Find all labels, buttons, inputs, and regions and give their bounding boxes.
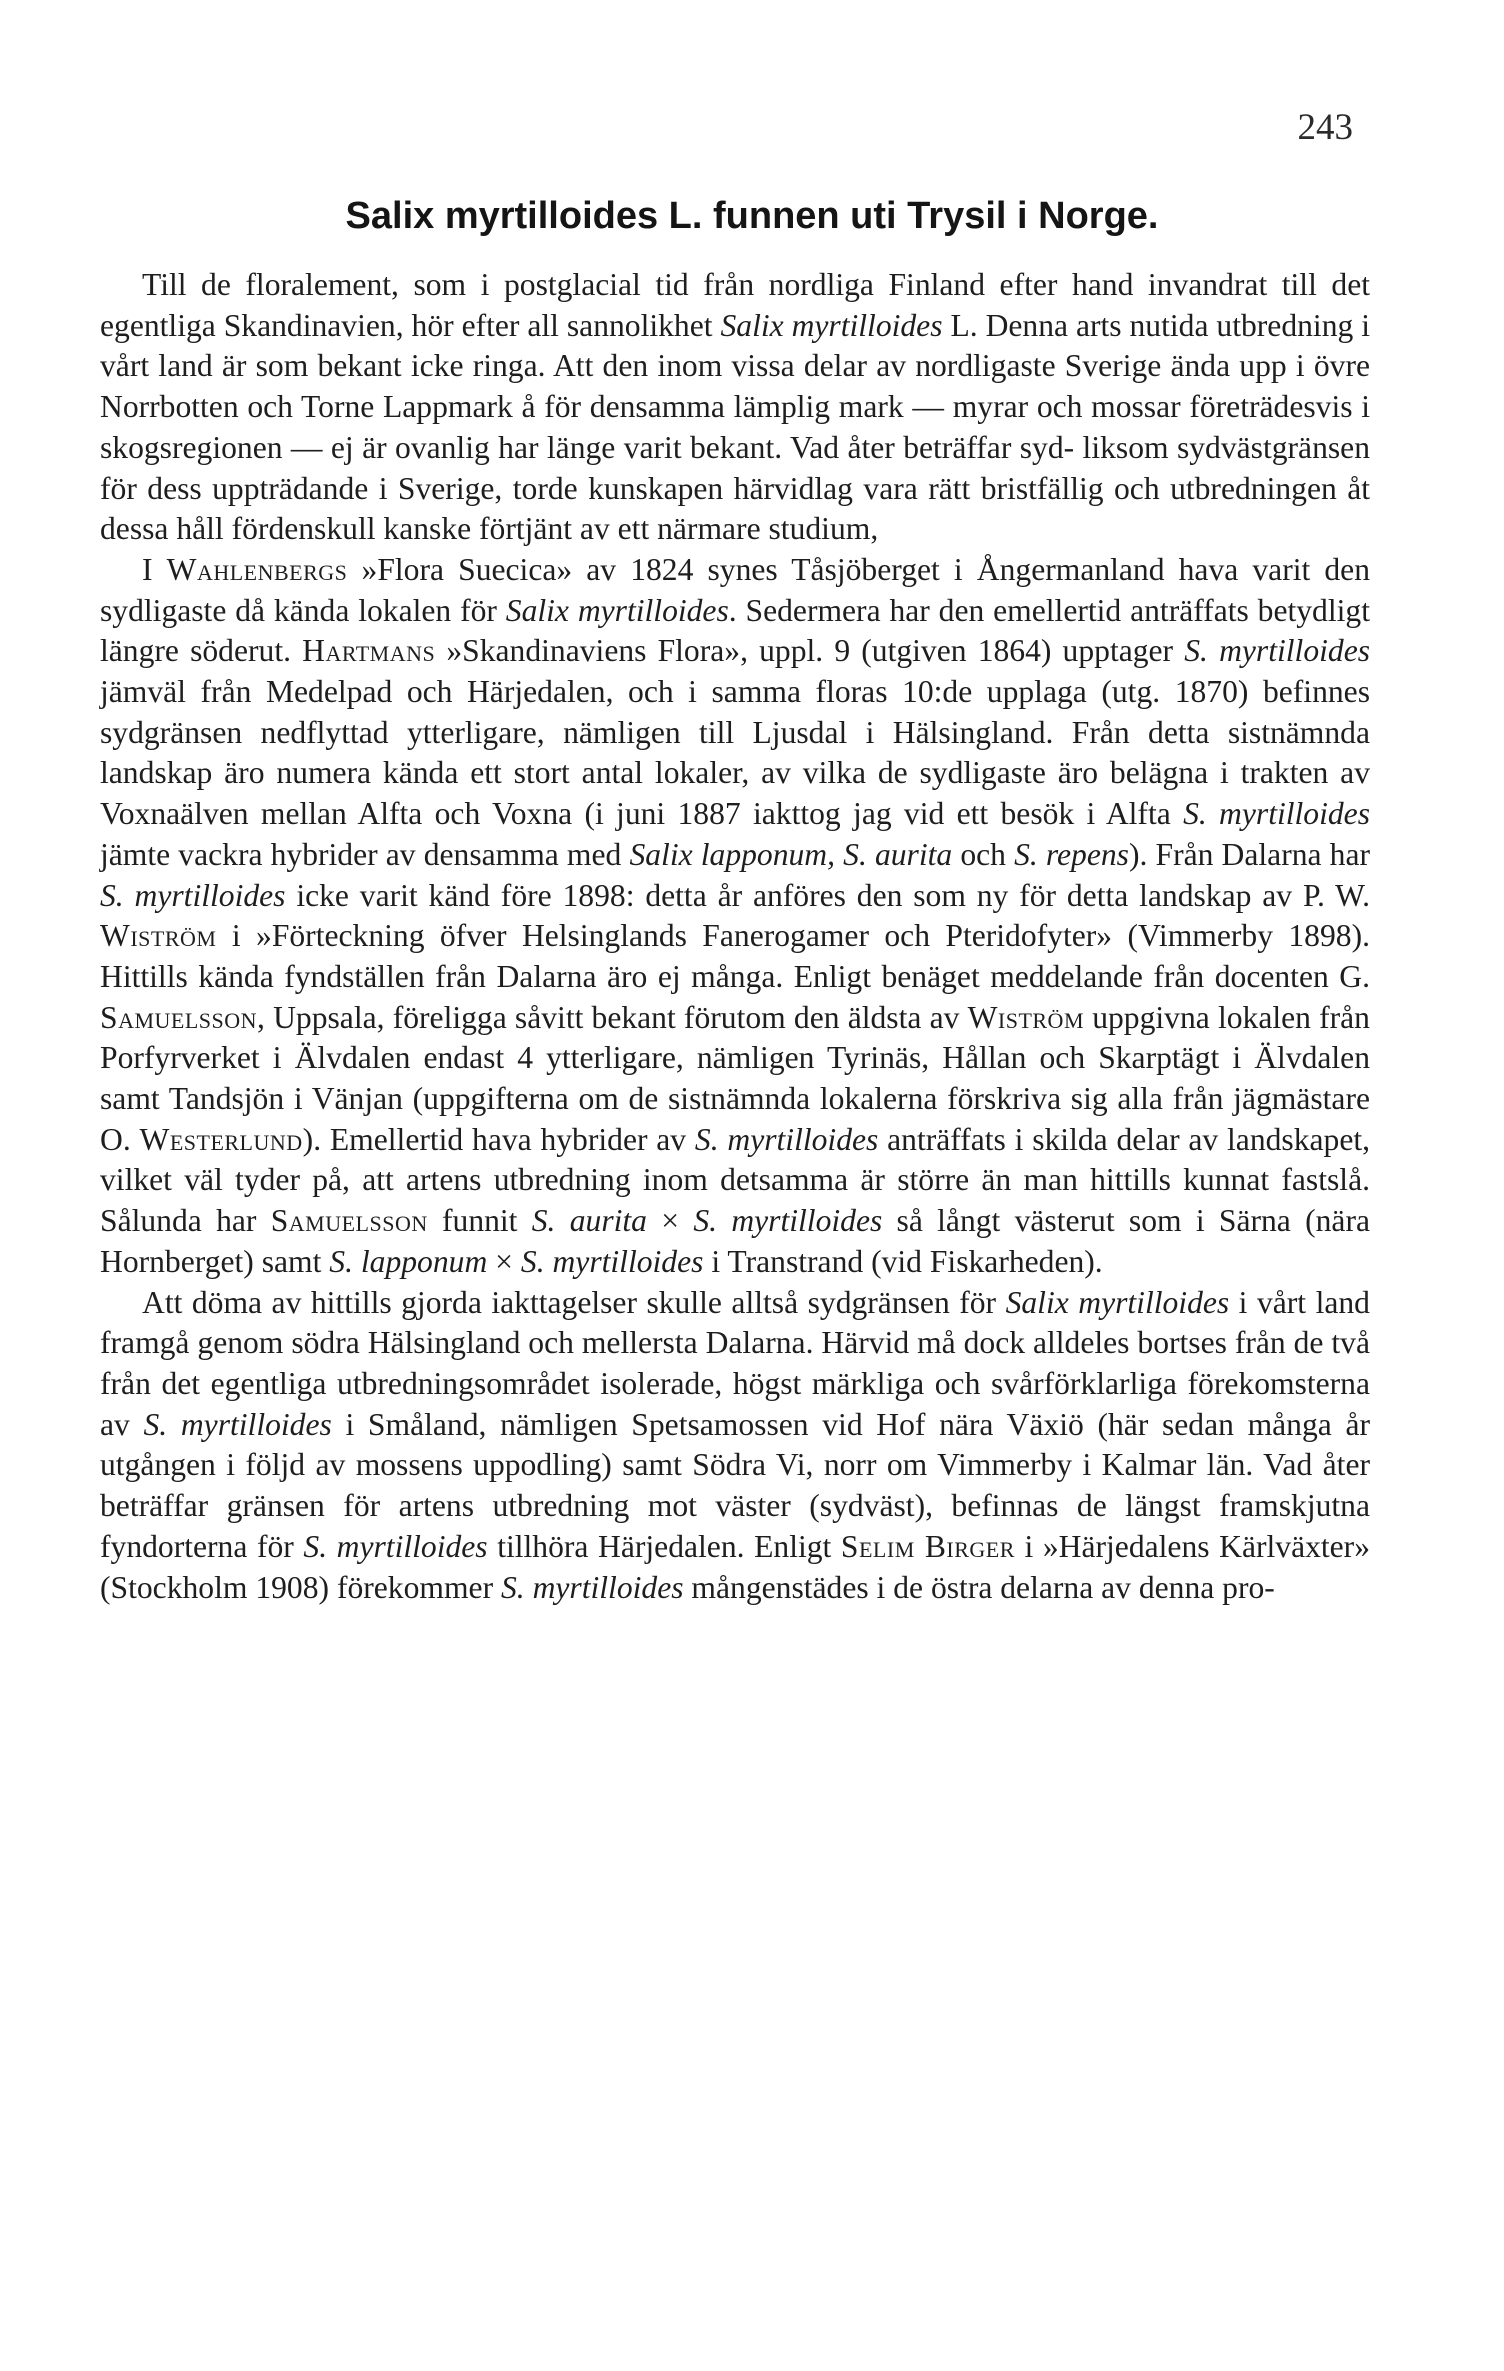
text-run: funnit	[427, 1203, 532, 1239]
italic-text: S. lapponum	[329, 1243, 488, 1279]
italic-text: S. myrtilloides	[143, 1406, 332, 1442]
article-body	[100, 265, 1370, 1608]
article-title: Salix myrtilloides L. funnen uti Trysil i Norge.	[345, 195, 1159, 237]
small-caps-name: Wiström	[967, 999, 1085, 1035]
italic-text: S. myrtilloides	[1183, 796, 1370, 832]
italic-text: S. repens	[1014, 836, 1129, 872]
small-caps-name: Wiström	[100, 918, 217, 954]
small-caps-name: Westerlund	[139, 1121, 303, 1157]
italic-text: Salix lapponum, S. aurita	[629, 836, 953, 872]
text-run: jämväl från Medelpad och Härjedalen, och i samma floras 10:de upplaga (utg. 1870) befinnes sydgränsen nedflyttad ytterligare, nämligen till Ljusdal i Hälsingland. Från detta sistnämnda landskap äro numera kända ett stort antal lokaler, av vilka de sydligaste äro belägna i trakten av Voxnaälven mellan Alfta och Voxna (i juni 1887 iakttog jag vid ett besök i Alfta	[100, 674, 1370, 832]
text-run: »Skandinaviens Flora», uppl. 9 (utgiven 1864) upptager	[435, 633, 1185, 669]
text-run: i vårt land framgå genom södra Hälsingland och mellersta Dalarna. Härvid må dock alldeles bortses från de två från det egentliga utbredningsområdet isolerade, högst märkliga och svårförklarliga förekomsterna av	[100, 1284, 1370, 1442]
small-caps-name: Samuelsson	[270, 1203, 428, 1239]
text-run: mångenstädes i de östra delarna av denna pro-	[683, 1569, 1275, 1605]
text-run: ). Från Dalarna har	[1128, 836, 1371, 872]
text-run: i »Förteckning öfver Helsinglands Fanerogamer och Pteridofyter» (Vimmerby 1898). Hittills kända fyndställen från Dalarna äro ej många. Enligt benäget meddelande från docenten G.	[100, 918, 1370, 994]
italic-text: S. myrtilloides	[1184, 633, 1371, 669]
italic-text: S. myrtilloides	[693, 1203, 883, 1239]
text-run: tillhöra Härjedalen. Enligt	[487, 1528, 841, 1564]
text-run: jämte vackra hybrider av densamma med	[100, 836, 630, 872]
text-run: uppgivna lokalen från Porfyrverket i Älvdalen endast 4 ytterligare, nämligen Tyrinäs, Hållan och Skarptägt i Älvdalen samt Tandsjön i Vänjan (uppgifterna om de sistnämnda lokalerna förskriva sig alla från jägmästare O.	[100, 999, 1370, 1157]
paragraph	[100, 265, 1370, 550]
italic-text: S. myrtilloides	[501, 1569, 684, 1605]
text-run: och	[952, 836, 1015, 872]
text-run: i »Härjedalens Kärlväxter» (Stockholm 1908) förekommer	[100, 1528, 1371, 1605]
text-run: ×	[646, 1203, 694, 1239]
paragraph	[100, 550, 1370, 1283]
small-caps-name: Hartmans	[302, 633, 436, 669]
small-caps-name: Selim Birger	[840, 1528, 1015, 1564]
paragraph	[100, 1283, 1370, 1609]
text-run: icke varit känd före 1898: detta år anföres den som ny för detta landskap av P. W.	[285, 877, 1370, 913]
small-caps-name: Samuelsson	[100, 999, 258, 1035]
page-number: 243	[1297, 107, 1353, 148]
text-run: ×	[487, 1243, 521, 1279]
italic-text: S. myrtilloides	[520, 1243, 704, 1279]
italic-text: Salix myrtilloides	[505, 592, 729, 628]
text-run: i Småland, nämligen Spetsamossen vid Hof nära Växiö (här sedan många år utgången i följd av mossens uppodling) samt Södra Vi, norr om Vimmerby i Kalmar län. Vad åter beträffar gränsen för artens utbredning mot väster (sydväst), befinnas de längst framskjutna fyndorterna för	[100, 1406, 1371, 1564]
text-run: Till de floralement, som i postglacial tid från nordliga Finland efter hand invandrat till det egentliga Skandinavien, hör efter all sannolikhet	[100, 267, 1370, 343]
italic-text: S. aurita	[531, 1203, 647, 1239]
text-run: ). Emellertid hava hybrider av	[302, 1121, 695, 1157]
small-caps-name: Wahlenbergs	[166, 551, 348, 587]
text-run: Att döma av hittills gjorda iakttagelser skulle alltså sydgränsen för	[142, 1284, 1006, 1320]
text-run: I	[142, 551, 167, 587]
text-run: så långt västerut som i Särna (nära Hornberget) samt	[100, 1203, 1370, 1279]
text-run: i Transtrand (vid Fiskarheden).	[703, 1243, 1103, 1279]
text-run: , Uppsala, föreligga såvitt bekant förutom den äldsta av	[257, 999, 968, 1035]
text-run: anträffats i skilda delar av landskapet, vilket väl tyder på, att artens utbredning inom detsamma är större än man hittills kunnat fastslå. Sålunda har	[100, 1121, 1371, 1239]
italic-text: S. myrtilloides	[100, 877, 286, 913]
italic-text: Salix myrtilloides	[1005, 1284, 1230, 1320]
text-run: . Sedermera har den emellertid anträffats betydligt längre söderut.	[100, 592, 1370, 669]
text-run: »Flora Suecica» av 1824 synes Tåsjöberget i Ångermanland hava varit den sydligaste då kända lokalen för	[100, 551, 1371, 628]
text-run: L. Denna arts nutida utbredning i vårt land är som bekant icke ringa. Att den inom vissa delar av nordligaste Sverige ända upp i övre Norrbotten och Torne Lappmark å för densamma lämplig mark — myrar och mossar företrädesvis i skogsregionen — ej är ovanlig har länge varit bekant. Vad åter beträffar syd- liksom sydvästgränsen för dess uppträdande i Sverige, torde kunskapen härvidlag vara rätt bristfällig och utbredningen åt dessa håll fördenskull kanske förtjänt av ett närmare studium,	[100, 307, 1370, 547]
italic-text: S. myrtilloides	[303, 1528, 488, 1564]
italic-text: S. myrtilloides	[694, 1121, 879, 1157]
italic-text: Salix myrtilloides	[720, 307, 943, 343]
